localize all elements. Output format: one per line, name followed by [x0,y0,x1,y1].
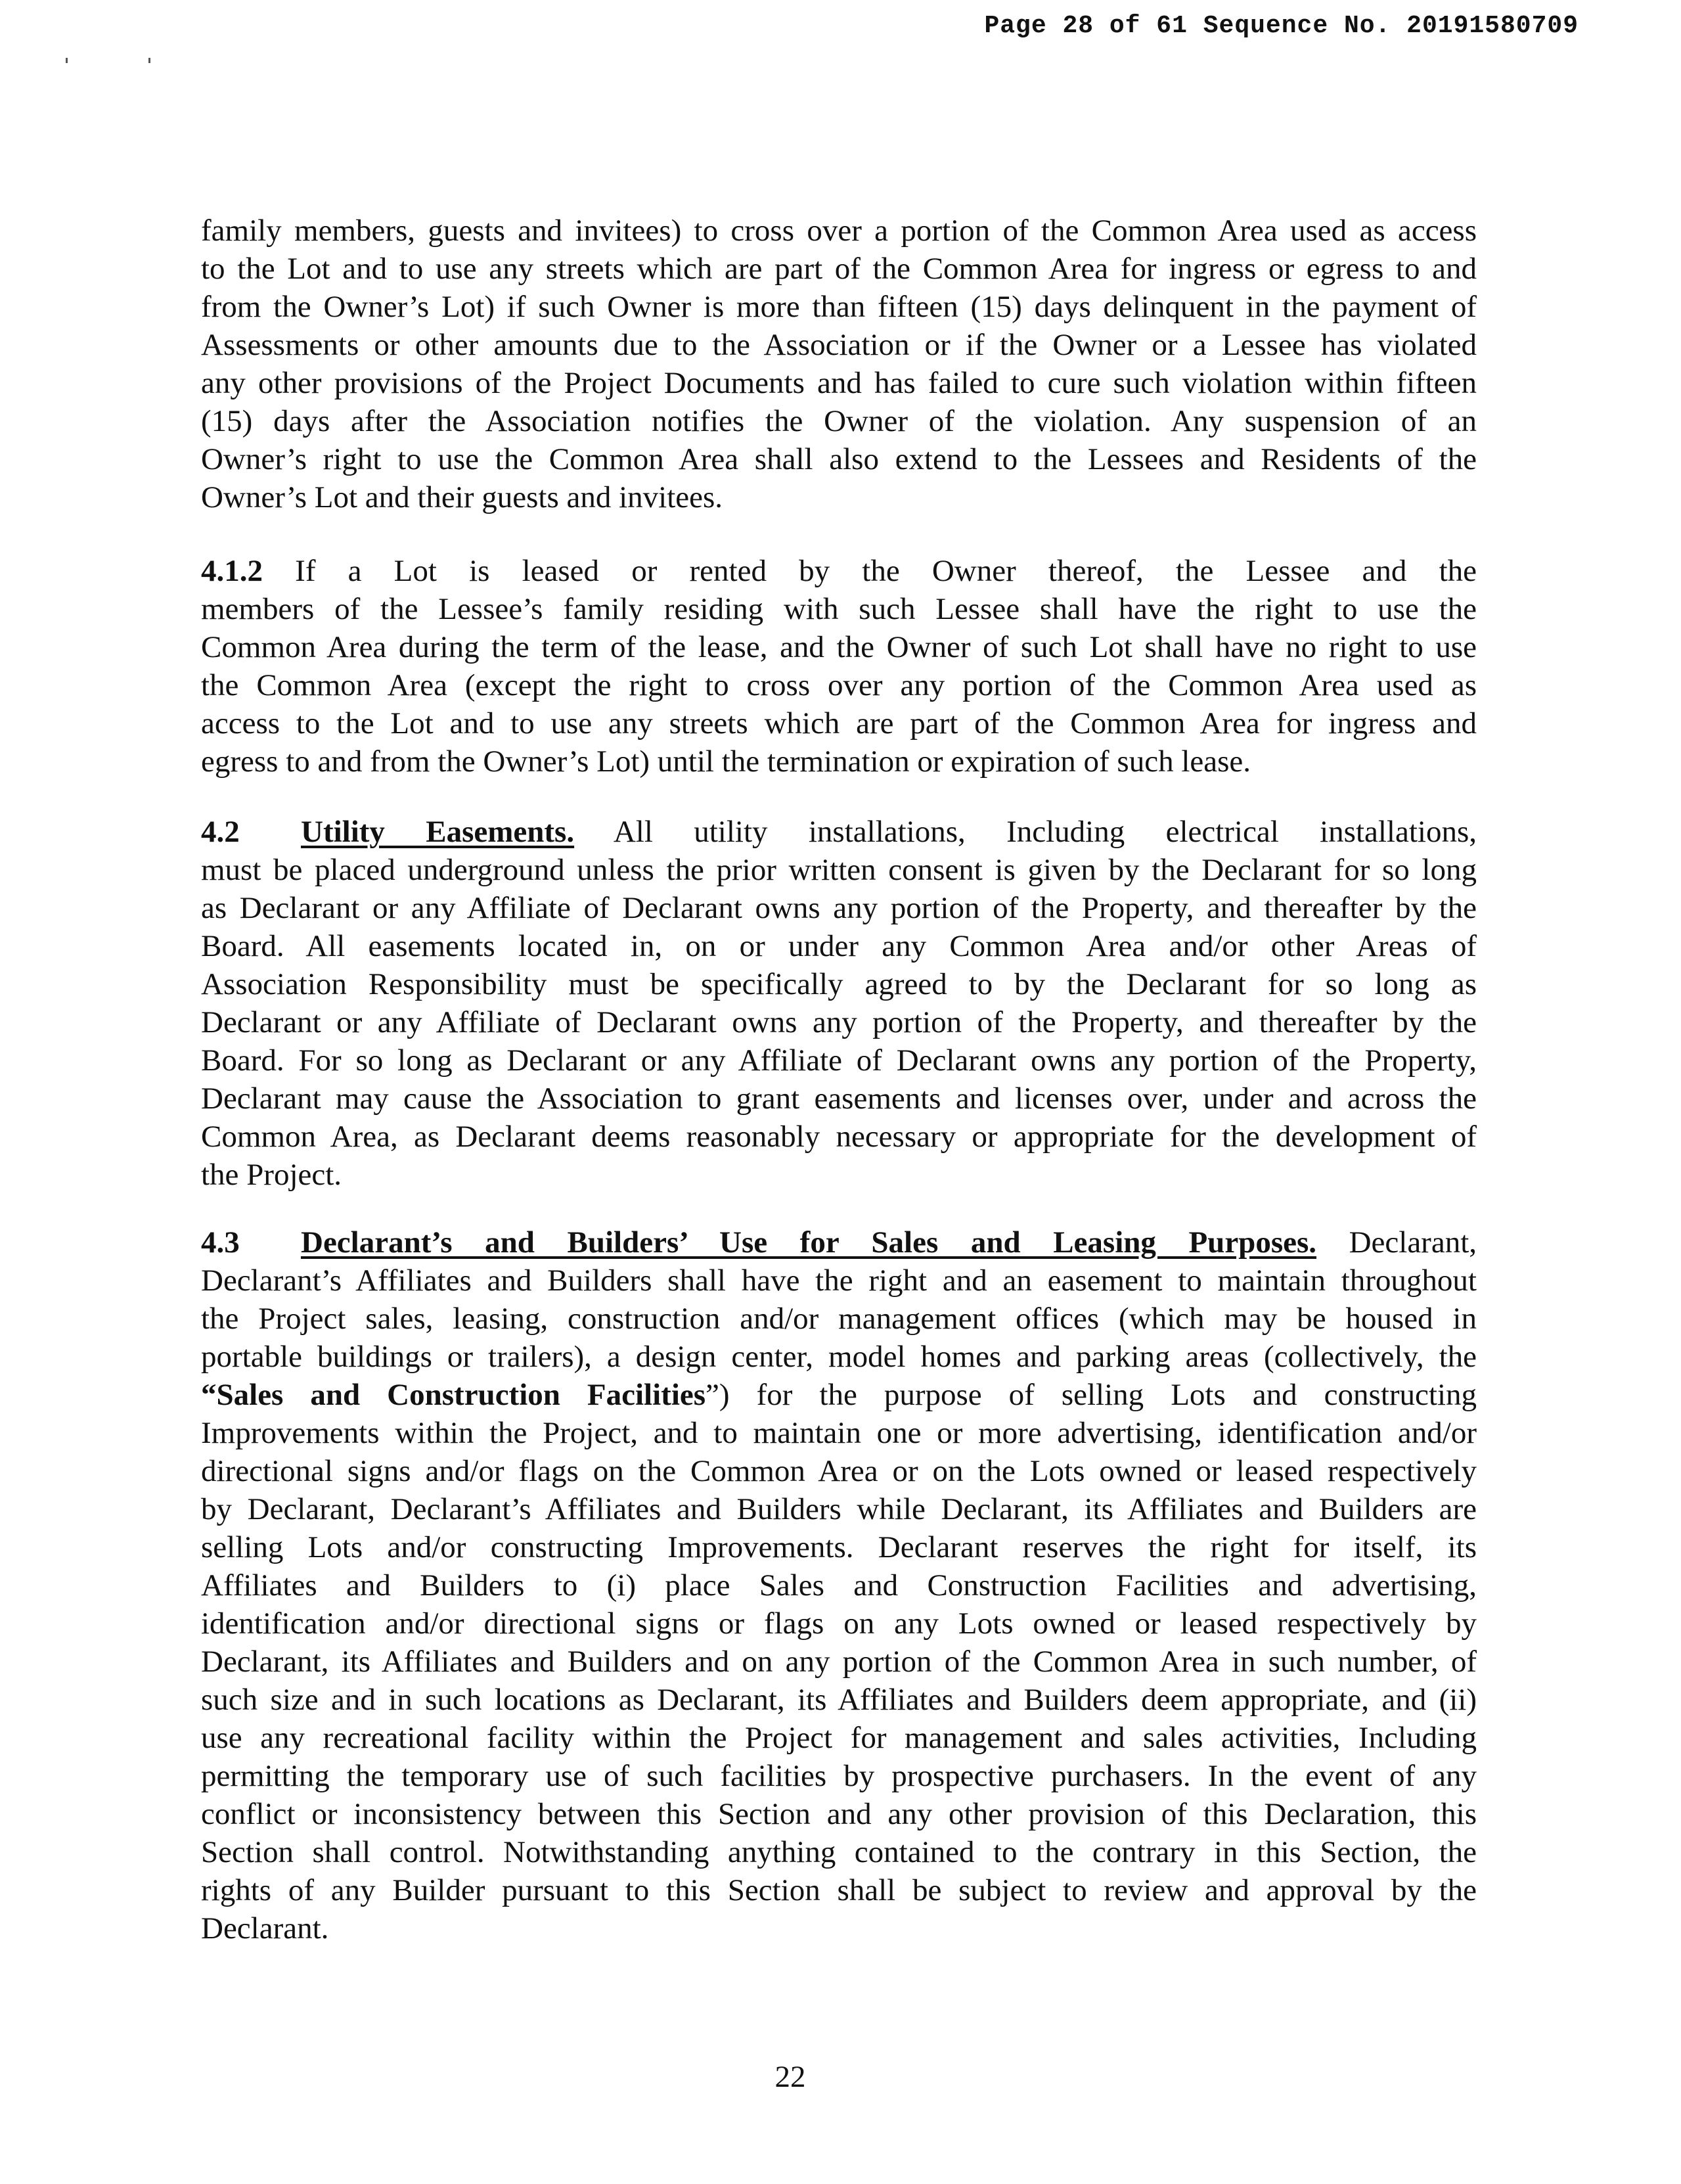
text-line [201,851,1477,889]
text-run: any other provisions of the Project Documents and has failed to cure such violation within fifteen [201,366,1477,400]
text-line [201,1452,1477,1490]
text-run: Improvements within the Project, and to maintain one or more advertising, identification and/or [201,1416,1477,1450]
text-line [201,1490,1477,1528]
section-heading: Utility Easements. [301,815,575,849]
text-line [201,1643,1477,1681]
paragraph-section-4-2 [201,813,1477,1194]
paragraph-section-4-3 [201,1223,1477,1947]
text-line [201,402,1477,440]
scan-mark [148,58,150,63]
text-run: Assessments or other amounts due to the Association or if the Owner or a Lessee has violated [201,328,1477,362]
page-number: 22 [774,2060,806,2094]
text-run: Declarant may cause the Association to grant easements and licenses over, under and across the [201,1081,1477,1116]
text-run: Declarant’s Affiliates and Builders shall have the right and an easement to maintain throughout [201,1263,1477,1298]
text-run: 4.1.2 [201,554,263,588]
text-run: use any recreational facility within the Project for management and sales activities, Including [201,1721,1477,1755]
text-line [201,813,1477,851]
text-run: rights of any Builder pursuant to this Section shall be subject to review and approval by the [201,1873,1477,1907]
text-line [201,628,1477,666]
text-line [201,1262,1477,1300]
text-run: the Project sales, leasing, construction and/or management offices (which may be housed in [201,1302,1477,1336]
text-run: Association Responsibility must be specifically agreed to by the Declarant for so long as [201,967,1477,1001]
text-run: Owner’s right to use the Common Area shall also extend to the Lessees and Residents of the [201,442,1477,476]
text-line [201,478,1477,516]
text-run: Board. For so long as Declarant or any Affiliate of Declarant owns any portion of the Property, [201,1043,1477,1078]
text-line [201,1003,1477,1041]
text-line [201,1681,1477,1719]
text-line [201,1414,1477,1452]
text-run: Owner’s Lot and their guests and invitees. [201,480,723,514]
text-run: from the Owner’s Lot) if such Owner is more than fifteen (15) days delinquent in the payment of [201,290,1477,324]
text-line [201,552,1477,590]
text-run: directional signs and/or flags on the Common Area or on the Lots owned or leased respectively [201,1454,1477,1488]
text-run: selling Lots and/or constructing Improvements. Declarant reserves the right for itself, its [201,1530,1477,1564]
text-run: members of the Lessee’s family residing with such Lessee shall have the right to use the [201,592,1477,626]
text-run: If a Lot is leased or rented by the Owner thereof, the Lessee and the [263,554,1477,588]
text-line [201,889,1477,927]
text-line [201,742,1477,781]
text-run: must be placed underground unless the prior written consent is given by the Declarant for so long [201,853,1477,887]
text-run: Board. All easements located in, on or under any Common Area and/or other Areas of [201,929,1477,963]
text-line [201,212,1477,250]
text-line [201,704,1477,742]
section-number: 4.2 [201,815,240,849]
text-line [201,1719,1477,1757]
text-line [201,364,1477,402]
text-run: Declarant or any Affiliate of Declarant owns any portion of the Property, and thereafter by the [201,1005,1477,1039]
text-run: Common Area during the term of the lease, and the Owner of such Lot shall have no right to use [201,630,1477,664]
text-run: identification and/or directional signs or flags on any Lots owned or leased respectively by [201,1606,1477,1641]
text-line [201,1833,1477,1871]
text-line [201,1080,1477,1118]
text-run: to the Lot and to use any streets which are part of the Common Area for ingress or egress to and [201,252,1477,286]
text-line [201,1300,1477,1338]
text-line [201,1041,1477,1080]
text-line [201,250,1477,288]
text-line [201,288,1477,326]
text-line [201,1909,1477,1947]
text-run: family members, guests and invitees) to cross over a portion of the Common Area used as access [201,214,1477,248]
text-run: the Project. [201,1158,342,1192]
text-run: egress to and from the Owner’s Lot) until the termination or expiration of such lease. [201,744,1251,779]
text-run: conflict or inconsistency between this Section and any other provision of this Declaration, this [201,1797,1477,1831]
text-line [201,965,1477,1003]
text-line [201,927,1477,965]
text-line [201,1795,1477,1833]
text-line [201,1223,1477,1262]
text-run: portable buildings or trailers), a design center, model homes and parking areas (collectively, the [201,1340,1477,1374]
page-sequence-header: Page 28 of 61 Sequence No. 20191580709 [984,12,1579,40]
scan-mark [66,58,68,63]
text-line [201,1604,1477,1643]
paragraph-continuation [201,212,1477,516]
text-line [201,1871,1477,1909]
text-line [201,1566,1477,1604]
text-run: such size and in such locations as Declarant, its Affiliates and Builders deem appropriate, and (ii) [201,1683,1477,1717]
text-run: the Common Area (except the right to cross over any portion of the Common Area used as [201,668,1477,702]
text-line [201,1376,1477,1414]
text-line [201,590,1477,628]
text-run: Common Area, as Declarant deems reasonably necessary or appropriate for the development of [201,1120,1477,1154]
text-run: Declarant. [201,1911,329,1945]
section-number: 4.3 [201,1225,240,1260]
section-heading: Declarant’s and Builders’ Use for Sales and Leasing Purposes. [301,1225,1317,1260]
text-run: by Declarant, Declarant’s Affiliates and Builders while Declarant, its Affiliates and Builders are [201,1492,1477,1526]
text-run: permitting the temporary use of such facilities by prospective purchasers. In the event of any [201,1759,1477,1793]
text-run: Declarant, its Affiliates and Builders and on any portion of the Common Area in such number, of [201,1645,1477,1679]
text-line [201,326,1477,364]
text-line [201,1118,1477,1156]
text-run: All utility installations, Including electrical installations, [574,815,1477,849]
text-line [201,440,1477,478]
text-run: (15) days after the Association notifies the Owner of the violation. Any suspension of an [201,404,1477,438]
text-run: as Declarant or any Affiliate of Declarant owns any portion of the Property, and thereafter by the [201,891,1477,925]
text-run: ”) for the purpose of selling Lots and constructing [706,1378,1477,1412]
text-line [201,666,1477,704]
text-line [201,1757,1477,1795]
text-run: “Sales and Construction Facilities [201,1378,706,1412]
text-run: Affiliates and Builders to (i) place Sales and Construction Facilities and advertising, [201,1568,1477,1603]
text-line [201,1528,1477,1566]
text-run: access to the Lot and to use any streets which are part of the Common Area for ingress and [201,706,1477,740]
paragraph-section-4-1-2 [201,552,1477,781]
text-line [201,1338,1477,1376]
text-run: Section shall control. Notwithstanding anything contained to the contrary in this Section, the [201,1835,1477,1869]
text-run: Declarant, [1316,1225,1477,1260]
text-line [201,1156,1477,1194]
